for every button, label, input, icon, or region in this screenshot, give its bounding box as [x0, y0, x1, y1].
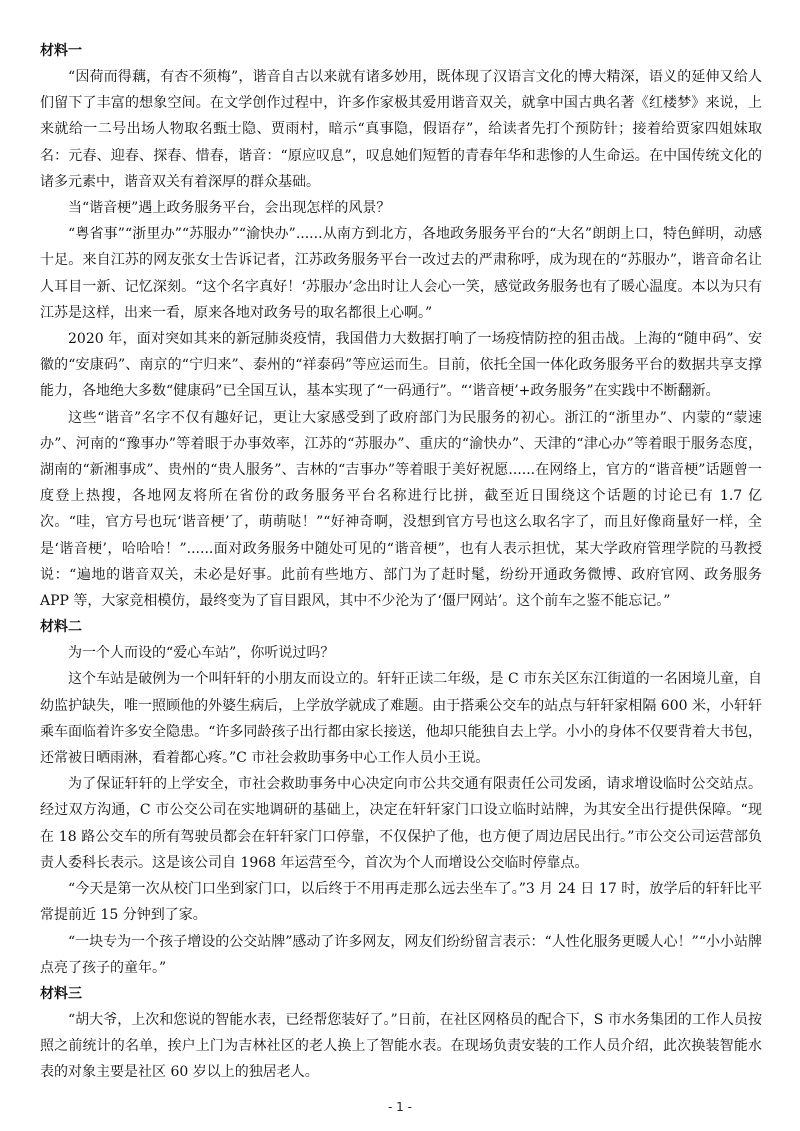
paragraph: “胡大爷，上次和您说的智能水表，已经帮您装好了。”日前，在社区网格员的配合下，S 市水务集团的工作人员按照之前统计的名单，挨户上门为吉林社区的老人换上了智能水表。在现场负责安装的工作人员介绍，此次换装智能水表的对象主要是社区 60 岁以上的独居老人。 — [40, 1011, 762, 1081]
paragraph: “一块专为一个孩子增设的公交站牌”感动了许多网友，网友们纷纷留言表示：“人性化服务更暖人心！”“小小站牌点亮了孩子的童年。” — [40, 933, 762, 976]
material-2 — [40, 616, 762, 981]
material-3 — [40, 983, 762, 1086]
paragraph: 这些“谐音”名字不仅有趣好记，更让大家感受到了政府部门为民服务的初心。浙江的“浙里办”、内蒙的“蒙速办”、河南的“豫事办”等着眼于办事效率，江苏的“苏服办”、重庆的“渝快办”、天津的“津心办”等着眼于服务态度，湖南的“新湘事成”、贵州的“贵人服务”、吉林的“吉事办”等着眼于美好祝愿......在网络上，官方的“谐音梗”话题曾一度登上热搜，各地网友将所在省份的政务服务平台名称进行比拼，截至近日围绕这个话题的讨论已有 1.7 亿次。“哇，官方号也玩‘谐音梗’了，萌萌哒！”“好神奇啊，没想到官方号也这么取名字了，而且好像商量好一样，全是‘谐音梗’，哈哈哈！”......面对政务服务中随处可见的“谐音梗”，也有人表示担忧，某大学政府管理学院的马教授说：“遍地的谐音双关，未必是好事。此前有些地方、部门为了赶时髦，纷纷开通政务微博、政府官网、政务服务 APP 等，大家竞相模仿，最终变为了盲目跟风，其中不少沦为了‘僵尸网站’。这个前车之鉴不能忘记。” — [40, 409, 762, 610]
material-heading: 材料三 — [40, 985, 82, 1002]
material-1 — [40, 40, 762, 614]
paragraph: 当“谐音梗”遇上政务服务平台，会出现怎样的风景？ — [68, 200, 391, 217]
paragraph: “因荷而得藕，有杏不须梅”，谐音自古以来就有诸多妙用，既体现了汉语言文化的博大精深，语义的延伸又给人们留下了丰富的想象空间。在文学创作过程中，许多作家极其爱用谐音双关，就拿中国古典名著《红楼梦》来说，上来就给一二号出场人物取名甄士隐、贾雨村，暗示“真事隐，假语存”，给读者先打个预防针；接着给贾家四姐妹取名：元春、迎春、探春、惜春，谐音：“原应叹息”，叹息她们短暂的青春年华和悲惨的人生命运。在中国传统文化的诸多元素中，谐音双关有着深厚的群众基础。 — [40, 69, 762, 190]
paragraph: 2020 年，面对突如其来的新冠肺炎疫情，我国借力大数据打响了一场疫情防控的狙击战。上海的“随申码”、安徽的“安康码”、南京的“宁归来”、泰州的“祥泰码”等应运而生。目前，依托全国一体化政务服务平台的数据共享支撑能力，各地绝大多数“健康码”已全国互认，基本实现了“一码通行”。“‘谐音梗’+政务服务”在实践中不断翻新。 — [40, 331, 762, 400]
paragraph: “粤省事”“浙里办”“苏服办”“渝快办”......从南方到北方，各地政务服务平台的“大名”朗朗上口，特色鲜明，动感十足。来自江苏的网友张女士告诉记者，江苏政务服务平台一改过去的严肃称呼，成为现在的“苏服办”，谐音命名让人耳目一新、记忆深刻。“这个名字真好！‘苏服办’念出时让人会心一笑，感觉政务服务也有了暖心温度。本以为只有江苏是这样，出来一看，原来各地对政务号的取名都很上心啊。” — [40, 226, 762, 321]
paragraph: 为了保证轩轩的上学安全，市社会救助事务中心决定向市公共交通有限责任公司发函，请求增设临时公交站点。经过双方沟通，C 市公交公司在实地调研的基础上，决定在轩轩家门口设立临时站牌，为其安全出行提供保障。“现在 18 路公交车的所有驾驶员都会在轩轩家门口停靠，不仅保护了他，也方便了周边居民出行。”市公交公司运营部负责人委科长表示。这是该公司自 1968 年运营至今，首次为个人而增设公交临时停靠点。 — [40, 776, 762, 871]
paragraph: 为一个人而设的“爱心车站”，你听说过吗？ — [68, 645, 335, 662]
page-number: - 1 - — [388, 1100, 412, 1114]
paragraph: “今天是第一次从校门口坐到家门口，以后终于不用再走那么远去坐车了。”3 月 24 日 17 时，放学后的轩轩比平常提前近 15 分钟到了家。 — [40, 881, 762, 924]
material-heading: 材料二 — [40, 619, 82, 636]
material-heading: 材料一 — [40, 43, 82, 59]
paragraph: 这个车站是破例为一个叫轩轩的小朋友而设立的。轩轩正读二年级，是 C 市东关区东江街道的一名困境儿童，自幼监护缺失，唯一照顾他的外婆生病后，上学放学就成了难题。由于搭乘公交车的站点与轩轩家相隔 600 米，小轩轩乘车面临着许多安全隐患。“许多同龄孩子出行都由家长接送，他却只能独自去上学。小小的身体不仅要背着大书包，还常被日晒雨淋，看着都心疼。”C 市社会救助事务中心工作人员小王说。 — [40, 671, 762, 767]
document-body — [40, 38, 762, 1086]
